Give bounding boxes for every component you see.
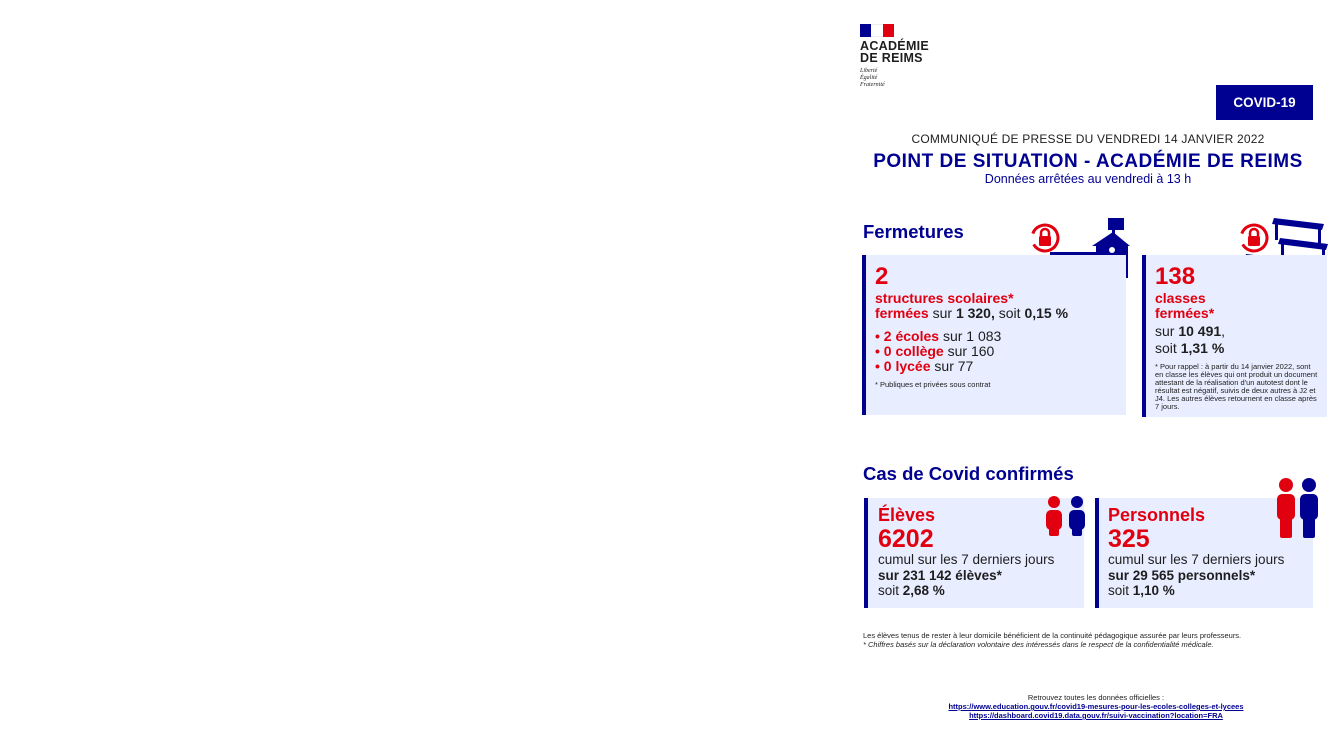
classes-count: 138 bbox=[1155, 263, 1196, 290]
personnels-count: 325 bbox=[1108, 525, 1150, 553]
staff-icon bbox=[1274, 476, 1322, 540]
cas-covid-title: Cas de Covid confirmés bbox=[863, 463, 1074, 484]
classes-fermees-card bbox=[1142, 255, 1327, 417]
classes-total-line bbox=[1155, 324, 1319, 339]
logo-name-line2: DE REIMS bbox=[860, 51, 923, 65]
classes-total: 10 491 bbox=[1178, 323, 1222, 339]
structures-percent: 0,15 % bbox=[1024, 305, 1069, 321]
ecoles-total: sur 1 083 bbox=[939, 328, 1002, 344]
ecoles-label: • 2 écoles bbox=[875, 328, 940, 344]
footer bbox=[862, 693, 1330, 720]
fermees-label: fermées bbox=[875, 305, 929, 321]
personnels-percent-line bbox=[1108, 583, 1305, 599]
footer-intro: Retrouvez toutes les données officielles : bbox=[1027, 693, 1165, 702]
students-icon bbox=[1044, 494, 1088, 538]
structures-ratio bbox=[875, 306, 1118, 321]
soit-text: soit bbox=[1155, 340, 1181, 356]
personnels-cumul: cumul sur les 7 derniers jours bbox=[1108, 552, 1285, 567]
personnels-title: Personnels bbox=[1108, 505, 1206, 525]
lycee-label: • 0 lycée bbox=[875, 358, 931, 374]
structures-total: 1 320, bbox=[955, 305, 995, 321]
eleves-total bbox=[878, 568, 1076, 584]
classes-percent: 1,31 % bbox=[1180, 340, 1225, 356]
eleves-percent: 2,68 % bbox=[902, 583, 945, 598]
motto-egalite: Égalité bbox=[860, 75, 878, 81]
soit-text: soit bbox=[994, 305, 1025, 321]
notes bbox=[863, 632, 1323, 649]
classes-label-line1: classes bbox=[1155, 290, 1206, 306]
structures-count: 2 bbox=[875, 263, 889, 290]
comma: , bbox=[1221, 323, 1226, 339]
dashboard-link[interactable]: https://dashboard.covid19.data.gouv.fr/suivi-vaccination?location=FRA bbox=[969, 711, 1223, 720]
press-release-date: COMMUNIQUÉ DE PRESSE DU VENDREDI 14 JANVIER 2022 bbox=[911, 132, 1265, 146]
list-item bbox=[875, 359, 1118, 374]
structures-footnote: * Publiques et privées sous contrat bbox=[875, 380, 991, 389]
eleves-title: Élèves bbox=[878, 505, 936, 525]
sur-text: sur bbox=[928, 305, 956, 321]
education-link[interactable]: https://www.education.gouv.fr/covid19-mesures-pour-les-ecoles-colleges-et-lycees bbox=[948, 702, 1244, 711]
eleves-count: 6202 bbox=[878, 525, 934, 553]
academie-logo bbox=[860, 24, 940, 89]
eleves-total-value: sur 231 142 élèves* bbox=[878, 567, 1002, 583]
covid-badge: COVID-19 bbox=[1216, 85, 1313, 120]
eleves-percent-line bbox=[878, 583, 1076, 599]
personnels-total-value: sur 29 565 personnels* bbox=[1108, 567, 1256, 583]
motto-fraternite: Fraternité bbox=[860, 82, 885, 88]
soit-text: soit bbox=[878, 583, 903, 598]
lycee-total: sur 77 bbox=[930, 358, 974, 374]
note-line2: * Chiffres basés sur la déclaration volontaire des intéressés dans le respect de la confidentialité médicale. bbox=[863, 639, 1214, 649]
page-subtitle: Données arrêtées au vendredi à 13 h bbox=[984, 172, 1192, 186]
college-label: • 0 collège bbox=[875, 343, 944, 359]
page-title: POINT DE SITUATION - ACADÉMIE DE REIMS bbox=[873, 151, 1303, 172]
logo-name-line1: ACADÉMIE bbox=[860, 39, 930, 53]
personnels-percent: 1,10 % bbox=[1132, 583, 1175, 598]
structures-label: structures scolaires* bbox=[875, 290, 1014, 306]
french-flag-icon bbox=[860, 24, 894, 37]
personnels-total bbox=[1108, 568, 1305, 584]
soit-text: soit bbox=[1108, 583, 1133, 598]
list-item bbox=[875, 344, 1118, 359]
eleves-cumul: cumul sur les 7 derniers jours bbox=[878, 552, 1055, 567]
list-item bbox=[875, 329, 1118, 344]
fermetures-title: Fermetures bbox=[863, 221, 964, 242]
note-line1: Les élèves tenus de rester à leur domicile bénéficient de la continuité pédagogique assurée par leurs professeurs. bbox=[863, 631, 1242, 640]
motto-liberte: Liberté bbox=[860, 68, 878, 74]
classes-label-line2: fermées* bbox=[1155, 305, 1215, 321]
sur-text: sur bbox=[1155, 323, 1179, 339]
structures-breakdown bbox=[875, 329, 1118, 374]
college-total: sur 160 bbox=[943, 343, 995, 359]
classes-footnote: * Pour rappel : à partir du 14 janvier 2022, sont en classe les élèves qui ont produit un document attestant de la réalisation d'un autotest dont le résultat est négatif, suivis de deux autres à J2 et J4. Les autres élèves retournent en classe après 7 jours. bbox=[1155, 362, 1318, 411]
logo-motto bbox=[860, 68, 940, 89]
classes-percent-line bbox=[1155, 341, 1319, 356]
structures-fermees-card bbox=[862, 255, 1126, 415]
